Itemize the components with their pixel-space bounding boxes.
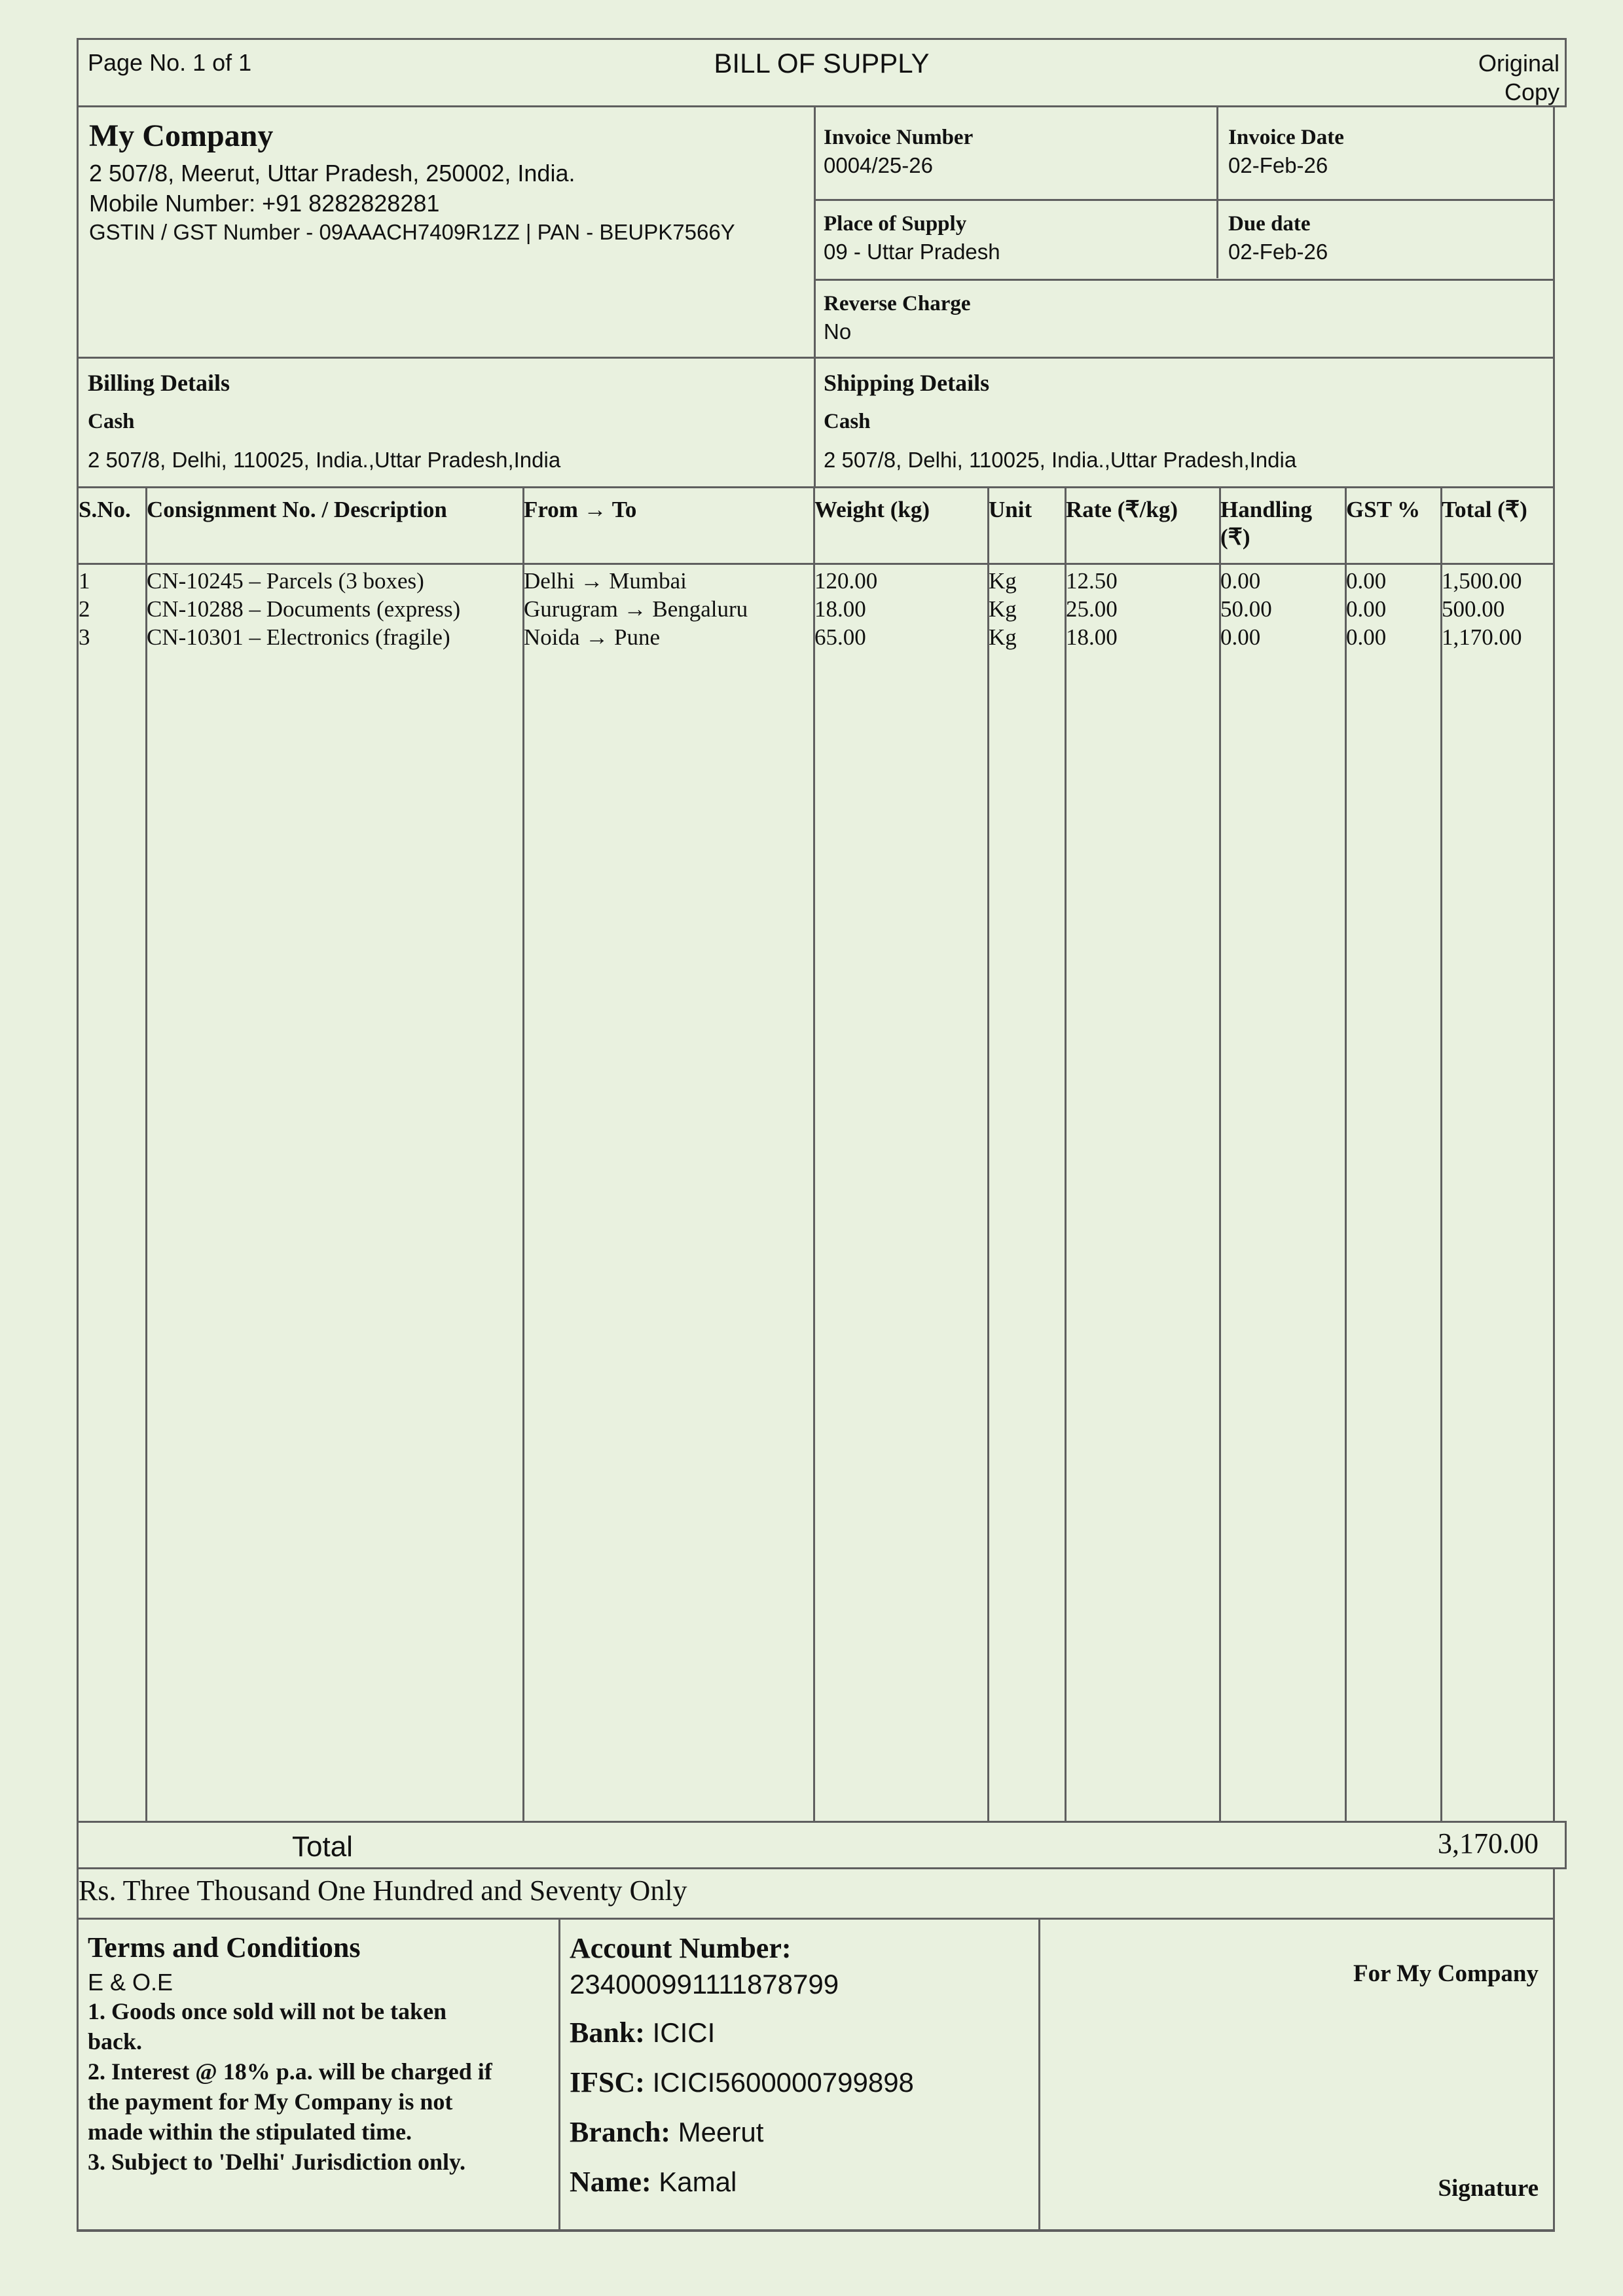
col-divider (145, 488, 147, 1823)
billing-name: Cash (88, 410, 135, 433)
due-date-label: Due date (1228, 212, 1311, 236)
cell-route: Delhi → Mumbai (524, 568, 687, 594)
col-header-rate: Rate (₹/kg) (1066, 497, 1178, 522)
cell-sno: 1 (79, 568, 90, 594)
shipping-label: Shipping Details (824, 370, 990, 396)
col-divider (1345, 488, 1347, 1823)
place-of-supply-label: Place of Supply (824, 212, 967, 236)
col-header-weight: Weight (kg) (814, 497, 930, 522)
col-header-sno: S.No. (79, 497, 131, 522)
cell-unit: Kg (989, 624, 1017, 650)
terms-eoe: E & O.E (88, 1969, 173, 1996)
company-mobile: Mobile Number: +91 8282828281 (89, 190, 440, 217)
col-divider (1065, 488, 1067, 1823)
terms-line-3: 3. Subject to 'Delhi' Jurisdiction only. (88, 2149, 466, 2175)
total-label: Total (292, 1831, 353, 1863)
terms-text (88, 1996, 492, 2177)
header-bar (77, 38, 1567, 107)
cell-weight: 120.00 (814, 568, 878, 594)
col-header-description: Consignment No. / Description (147, 497, 447, 522)
branch-name: Meerut (678, 2117, 764, 2147)
document-title: BILL OF SUPPLY (714, 48, 930, 79)
cell-rate: 18.00 (1066, 624, 1118, 650)
table-row (79, 623, 1553, 652)
cell-gst: 0.00 (1346, 596, 1387, 622)
cell-handling: 50.00 (1220, 596, 1272, 622)
col-header-unit: Unit (989, 497, 1032, 522)
billing-address: 2 507/8, Delhi, 110025, India.,Uttar Pradesh,India (88, 448, 561, 472)
terms-line-1: 1. Goods once sold will not be taken (88, 1998, 447, 2024)
account-holder-name: Kamal (659, 2166, 737, 2197)
billing-shipping-block (77, 357, 1555, 488)
shipping-name: Cash (824, 410, 871, 433)
cell-weight: 65.00 (814, 624, 866, 650)
cell-total: 500.00 (1442, 596, 1505, 622)
cell-gst: 0.00 (1346, 568, 1387, 594)
col-divider (987, 488, 989, 1823)
divider (1038, 1918, 1040, 2229)
branch-label: Branch: (570, 2116, 670, 2148)
invoice-date: 02-Feb-26 (1228, 153, 1328, 177)
amount-in-words-row (77, 1867, 1555, 1920)
bank-details (570, 1931, 914, 2200)
amount-in-words: Rs. Three Thousand One Hundred and Seventy Only (79, 1874, 687, 1907)
col-header-route: From → To (524, 497, 637, 522)
cell-handling: 0.00 (1220, 568, 1261, 594)
signature-label: Signature (1438, 2175, 1539, 2202)
copy-type-line2: Copy (1504, 79, 1559, 105)
cell-total: 1,500.00 (1442, 568, 1522, 594)
footer-block (77, 1918, 1555, 2232)
cell-total: 1,170.00 (1442, 624, 1522, 650)
col-divider (1440, 488, 1442, 1823)
company-invoice-block (77, 105, 1555, 359)
reverse-charge: No (824, 319, 852, 344)
cell-gst: 0.00 (1346, 624, 1387, 650)
copy-type-line1: Original (1478, 50, 1559, 77)
cell-route: Noida → Pune (524, 624, 661, 650)
company-name: My Company (89, 118, 274, 153)
billing-label: Billing Details (88, 370, 230, 396)
col-header-total: Total (₹) (1442, 497, 1527, 522)
items-table (77, 486, 1555, 1823)
terms-line-2: 2. Interest @ 18% p.a. will be charged if (88, 2058, 492, 2085)
cell-unit: Kg (989, 568, 1017, 594)
invoice-number-label: Invoice Number (824, 126, 974, 149)
bank-name: ICICI (652, 2017, 716, 2048)
cell-weight: 18.00 (814, 596, 866, 622)
shipping-address: 2 507/8, Delhi, 110025, India.,Uttar Pradesh,India (824, 448, 1297, 472)
for-company: For My Company (1353, 1960, 1539, 1987)
terms-line-2c: made within the stipulated time. (88, 2119, 412, 2145)
ifsc-code: ICICI5600000799898 (652, 2067, 914, 2098)
total-value: 3,170.00 (1438, 1827, 1539, 1859)
table-row (79, 567, 1553, 596)
bank-name-label: Bank: (570, 2017, 645, 2049)
cell-route: Gurugram → Bengaluru (524, 596, 748, 622)
cell-sno: 3 (79, 624, 90, 650)
cell-unit: Kg (989, 596, 1017, 622)
reverse-charge-label: Reverse Charge (824, 292, 971, 315)
divider (814, 359, 816, 488)
cell-rate: 12.50 (1066, 568, 1118, 594)
table-row (79, 595, 1553, 624)
col-header-gst: GST % (1346, 497, 1421, 522)
col-divider (813, 488, 815, 1823)
terms-line-1b: back. (88, 2028, 143, 2054)
cell-handling: 0.00 (1220, 624, 1261, 650)
header-divider (79, 563, 1553, 565)
cell-description: CN-10301 – Electronics (fragile) (147, 624, 450, 650)
account-number: 234000991111878799 (570, 1969, 839, 2000)
place-of-supply: 09 - Uttar Pradesh (824, 240, 1000, 264)
total-row (77, 1821, 1567, 1869)
terms-line-2b: the payment for My Company is not (88, 2089, 453, 2115)
account-holder-label: Name: (570, 2166, 651, 2198)
page-number: Page No. 1 of 1 (88, 49, 252, 76)
terms-title: Terms and Conditions (88, 1931, 361, 1964)
col-divider (522, 488, 524, 1823)
cell-rate: 25.00 (1066, 596, 1118, 622)
divider (558, 1918, 560, 2229)
col-header-handling: Handling (₹) (1220, 497, 1313, 550)
copy-type (1478, 49, 1559, 107)
col-divider (1219, 488, 1221, 1823)
divider (814, 199, 1553, 201)
due-date: 02-Feb-26 (1228, 240, 1328, 264)
account-number-label: Account Number: (570, 1932, 792, 1964)
company-address: 2 507/8, Meerut, Uttar Pradesh, 250002, India. (89, 160, 575, 187)
invoice-number: 0004/25-26 (824, 153, 933, 177)
company-gstin: GSTIN / GST Number - 09AAACH7409R1ZZ | PAN - BEUPK7566Y (89, 220, 735, 244)
cell-sno: 2 (79, 596, 90, 622)
invoice-date-label: Invoice Date (1228, 126, 1344, 149)
ifsc-line (570, 2064, 914, 2101)
divider (814, 279, 1553, 281)
cell-description: CN-10288 – Documents (express) (147, 596, 461, 622)
ifsc-label: IFSC: (570, 2066, 645, 2098)
cell-description: CN-10245 – Parcels (3 boxes) (147, 568, 424, 594)
account-holder-line (570, 2164, 914, 2200)
bank-name-line (570, 2015, 914, 2051)
branch-line (570, 2114, 914, 2151)
